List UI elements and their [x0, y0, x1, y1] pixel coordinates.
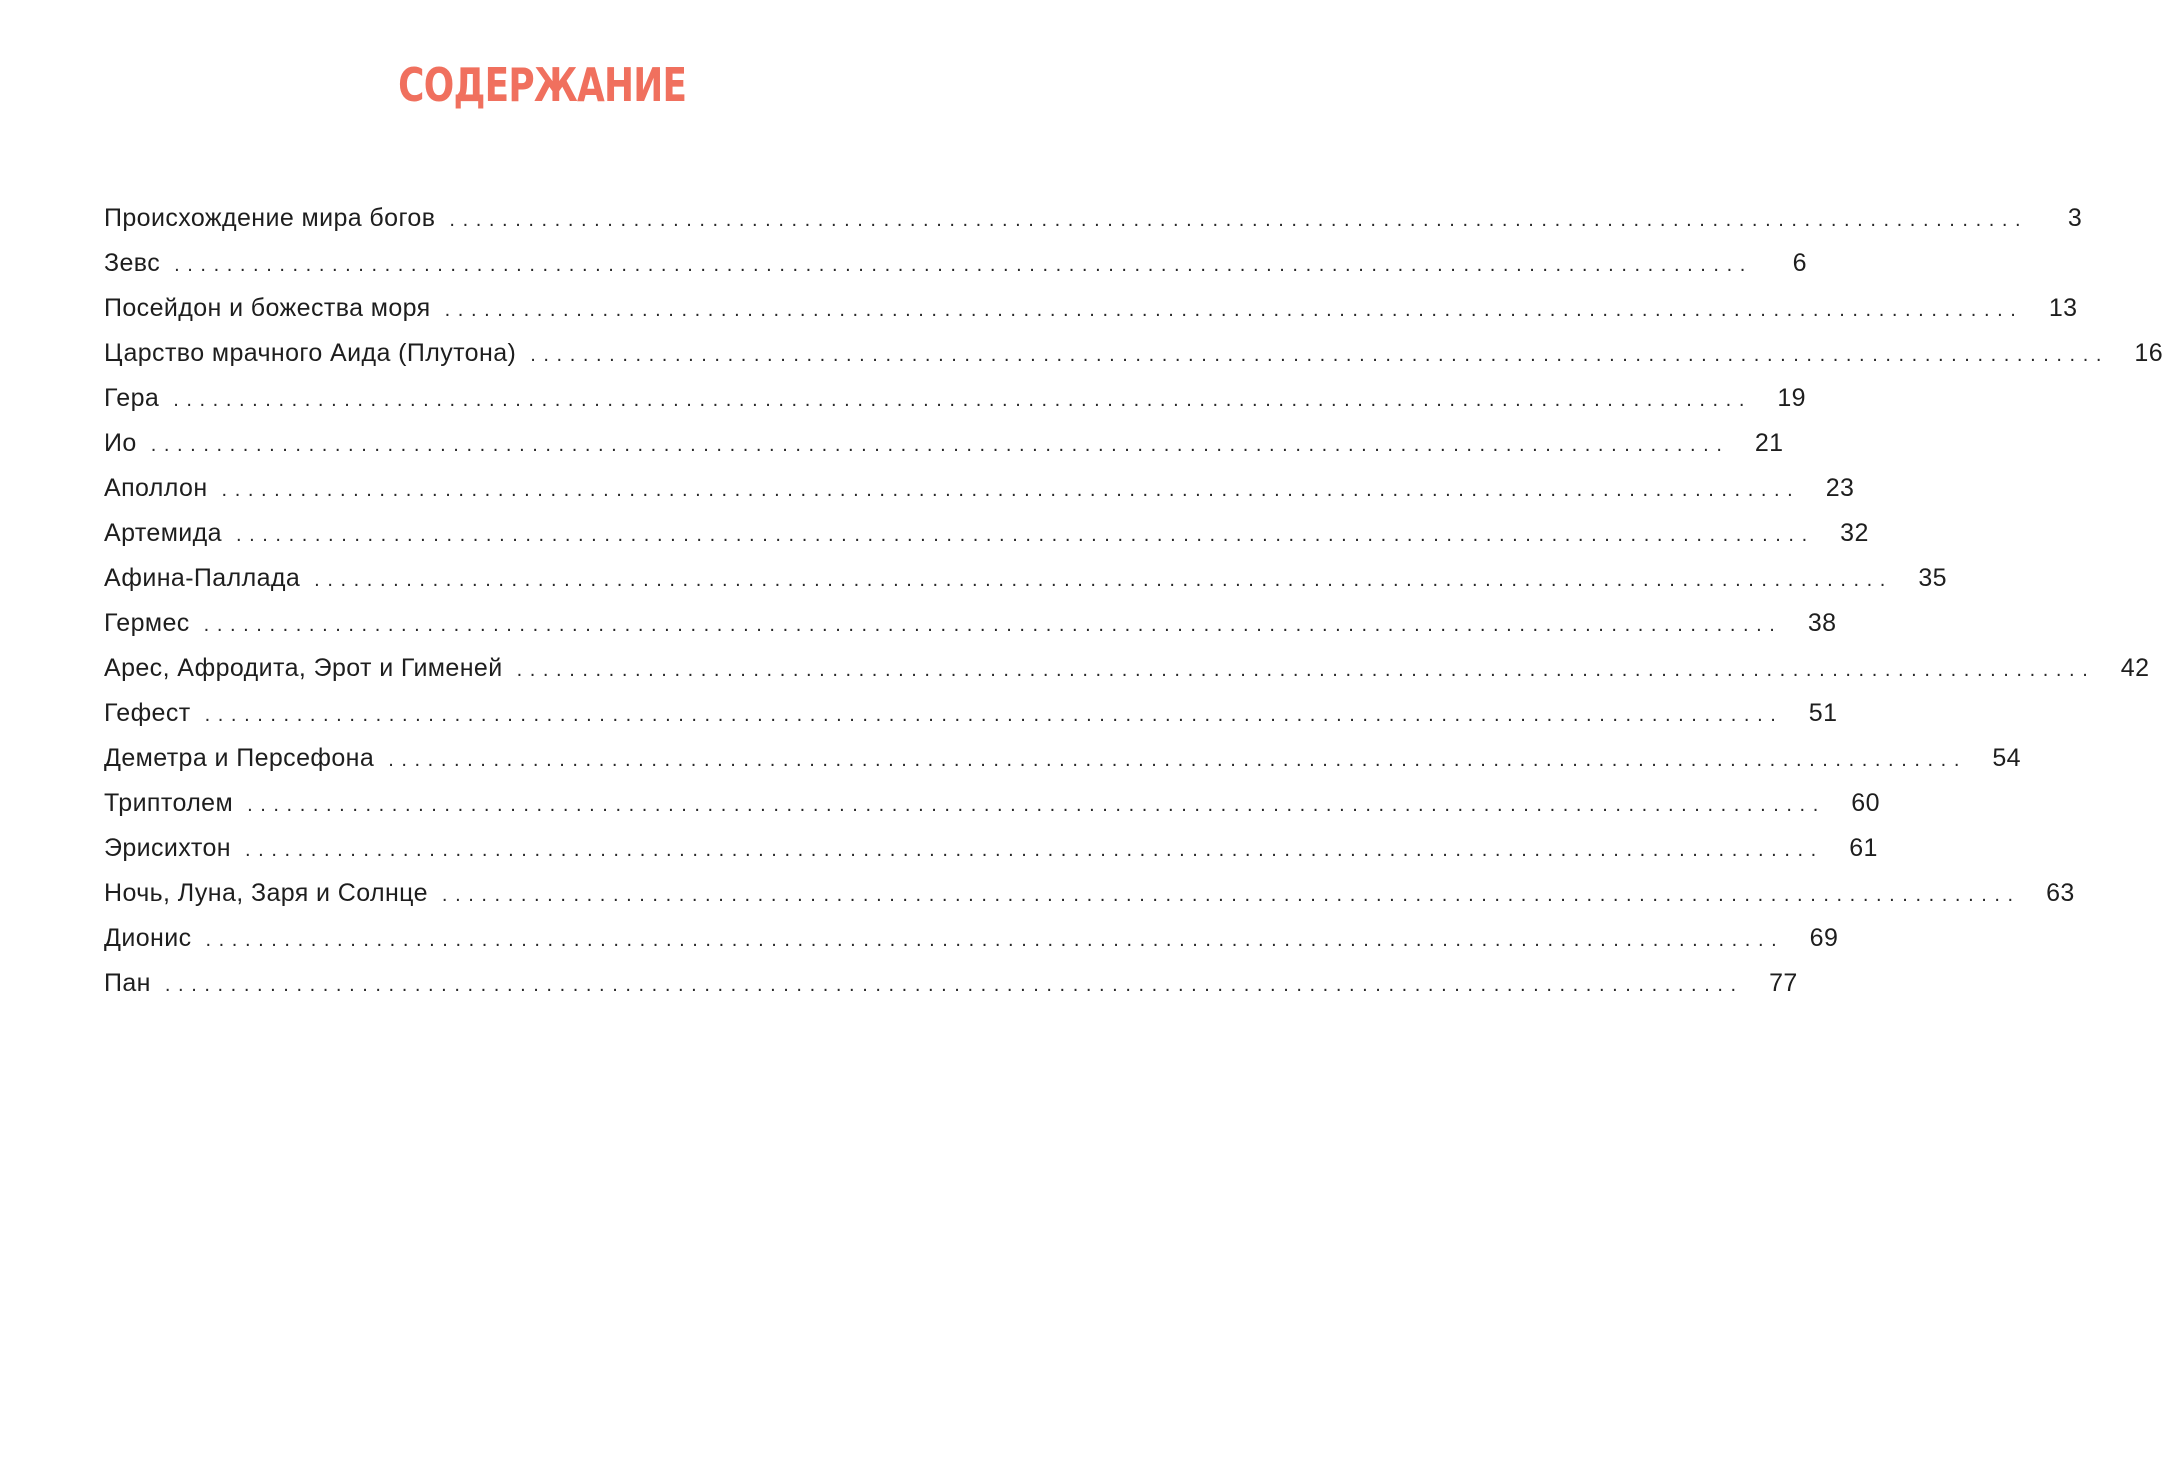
toc-entry-page-number: 35: [1918, 564, 1947, 592]
toc-entry-page-number: 3: [2067, 204, 2083, 232]
dot-leader: ........................................................................................................................: [245, 839, 1824, 861]
toc-entry-page-number: 77: [1769, 969, 1798, 997]
toc-entry[interactable]: [104, 331, 2163, 376]
toc-entry-page-number: 16: [2134, 339, 2163, 367]
dot-leader: ........................................................................................................................: [205, 929, 1785, 951]
dot-leader: ........................................................................................................................: [235, 524, 1815, 546]
toc-entry[interactable]: [104, 466, 1855, 511]
dot-leader: ........................................................................................................................: [516, 659, 2096, 681]
dot-leader: ........................................................................................................................: [173, 389, 1752, 411]
toc-entry[interactable]: [104, 826, 1878, 871]
toc-entry-page-number: 60: [1851, 789, 1880, 817]
toc-entry-title: Эрисихтон: [104, 834, 232, 862]
toc-entry-title: Посейдон и божества моря: [104, 294, 431, 322]
page-title: СОДЕРЖАНИЕ: [398, 57, 687, 112]
dot-leader: ........................................................................................................................: [164, 974, 1744, 996]
toc-entry[interactable]: [104, 421, 1784, 466]
toc-entry-title: Гермес: [104, 609, 190, 637]
toc-entry-title: Гера: [104, 384, 160, 412]
toc-entry-page-number: 42: [2120, 654, 2150, 682]
toc-entry-title: Пан: [104, 969, 151, 997]
toc-entry[interactable]: [104, 871, 2075, 916]
dot-leader: ........................................................................................................................: [204, 704, 1784, 726]
toc-entry[interactable]: [104, 736, 2021, 781]
toc-entry-page-number: 63: [2046, 879, 2075, 907]
toc-entry-title: Гефест: [104, 699, 191, 727]
toc-entry[interactable]: [104, 196, 2083, 241]
toc-entry[interactable]: [104, 691, 1838, 736]
toc-entry-title: Зевс: [104, 249, 161, 277]
toc-entry-page-number: 32: [1840, 519, 1869, 547]
toc-entry-page-number: 38: [1807, 609, 1837, 637]
toc-entry-title: Царство мрачного Аида (Плутона): [104, 339, 517, 367]
toc-entry-page-number: 61: [1849, 834, 1878, 862]
toc-entry-title: Дионис: [104, 924, 192, 952]
dot-leader: ........................................................................................................................: [441, 884, 2021, 906]
dot-leader: ........................................................................................................................: [247, 794, 1826, 816]
toc-entry-title: Триптолем: [104, 789, 234, 817]
toc-entry-title: Арес, Афродита, Эрот и Гименей: [104, 654, 503, 682]
toc-entry[interactable]: [104, 376, 1806, 421]
toc-entry[interactable]: [104, 241, 1807, 286]
toc-entry-page-number: 13: [2048, 294, 2078, 322]
toc-entry[interactable]: [104, 781, 1880, 826]
toc-entry-title: Ночь, Луна, Заря и Солнце: [104, 879, 428, 907]
toc-entry[interactable]: [104, 916, 1839, 961]
toc-entry[interactable]: [104, 601, 1837, 646]
toc-entry-page-number: 23: [1825, 474, 1855, 502]
toc-list: [104, 196, 2163, 1006]
toc-entry-title: Ио: [104, 429, 137, 457]
toc-entry[interactable]: [104, 961, 1798, 1006]
dot-leader: ........................................................................................................................: [444, 299, 2024, 321]
toc-entry-page-number: 6: [1792, 249, 1807, 277]
dot-leader: ........................................................................................................................: [449, 209, 2029, 231]
dot-leader: ........................................................................................................................: [388, 749, 1967, 771]
toc-entry-title: Аполлон: [104, 474, 208, 502]
dot-leader: ........................................................................................................................: [221, 479, 1801, 501]
toc-entry-page-number: 21: [1754, 429, 1784, 457]
toc-entry-page-number: 69: [1809, 924, 1839, 952]
dot-leader: ........................................................................................................................: [530, 344, 2110, 366]
toc-entry-title: Артемида: [104, 519, 222, 547]
toc-entry-title: Происхождение мира богов: [104, 204, 436, 232]
dot-leader: ........................................................................................................................: [174, 254, 1753, 276]
dot-leader: ........................................................................................................................: [150, 434, 1730, 456]
toc-entry-page-number: 54: [1992, 744, 2021, 772]
dot-leader: ........................................................................................................................: [203, 614, 1783, 636]
toc-entry-page-number: 19: [1777, 384, 1806, 412]
dot-leader: ........................................................................................................................: [314, 569, 1893, 591]
toc-entry[interactable]: [104, 286, 2078, 331]
toc-entry[interactable]: [104, 556, 1947, 601]
toc-entry[interactable]: [104, 646, 2150, 691]
toc-entry-page-number: 51: [1808, 699, 1838, 727]
toc-entry-title: Афина-Паллада: [104, 564, 301, 592]
toc-entry[interactable]: [104, 511, 1869, 556]
toc-entry-title: Деметра и Персефона: [104, 744, 375, 772]
